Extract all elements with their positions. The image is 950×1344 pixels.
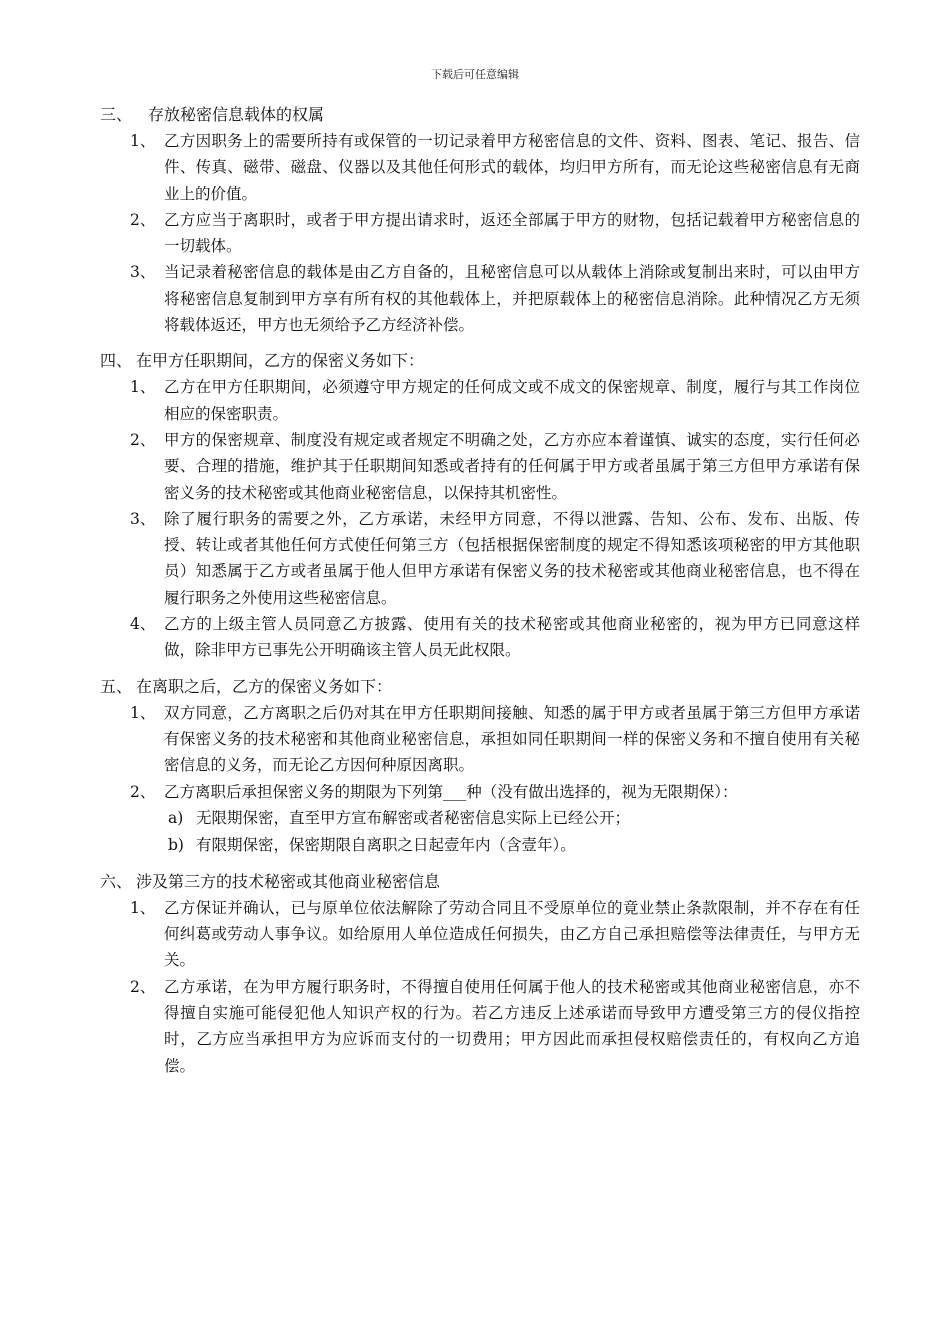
section-number: 三、 bbox=[100, 105, 133, 124]
sub-clause-text: 无限期保密，直至甲方宣布解密或者秘密信息实际上已经公开； bbox=[196, 808, 631, 827]
document-body bbox=[100, 102, 860, 1089]
section-heading bbox=[100, 674, 860, 700]
section-5 bbox=[100, 674, 860, 859]
clause-text: 除了履行职务的需要之外，乙方承诺，未经甲方同意，不得以泄露、告知、公布、发布、出版、传授、转让或者其他任何方式使任何第三方（包括根据保密制度的规定不得知悉该项秘密的甲方其他职员）知悉属于乙方或者虽属于他人但甲方承诺有保密义务的技术秘密或其他商业秘密信息，也不得在履行职务之外使用这些秘密信息。 bbox=[164, 509, 860, 607]
clause-text: 乙方因职务上的需要所持有或保管的一切记录着甲方秘密信息的文件、资料、图表、笔记、报告、信件、传真、磁带、磁盘、仪器以及其他任何形式的载体，均归甲方所有，而无论这些秘密信息有无商业上的价值。 bbox=[164, 132, 860, 203]
section-3 bbox=[100, 102, 860, 338]
clause-item bbox=[100, 259, 860, 338]
clause-number: 2、 bbox=[130, 782, 156, 801]
clause-number: 1、 bbox=[130, 703, 156, 722]
section-title: 存放秘密信息载体的权属 bbox=[148, 105, 325, 124]
clause-item bbox=[100, 974, 860, 1079]
clause-text: 乙方离职后承担保密义务的期限为下列第___种（没有做出选择的，视为无限期保）： bbox=[164, 782, 738, 801]
clause-item bbox=[100, 128, 860, 207]
clause-text: 乙方在甲方任职期间，必须遵守甲方规定的任何成文或不成文的保密规章、制度，履行与其工作岗位相应的保密职责。 bbox=[164, 378, 860, 423]
clause-text: 乙方应当于离职时，或者于甲方提出请求时，返还全部属于甲方的财物，包括记载着甲方秘密信息的一切载体。 bbox=[164, 210, 860, 256]
sub-clause-number: a) bbox=[168, 808, 184, 827]
clause-number: 1、 bbox=[130, 132, 156, 150]
clause-text: 乙方的上级主管人员同意乙方披露、使用有关的技术秘密或其他商业秘密的，视为甲方已同意这样做，除非甲方已事先公开明确该主管人员无此权限。 bbox=[164, 615, 860, 660]
clause-number: 3、 bbox=[130, 509, 156, 528]
section-number: 四、 bbox=[100, 351, 133, 371]
clause-item bbox=[100, 427, 860, 506]
clause-number: 2、 bbox=[130, 430, 156, 449]
clause-number: 2、 bbox=[130, 210, 156, 229]
clause-number: 1、 bbox=[130, 898, 156, 917]
sub-clause-text: 有限期保密，保密期限自离职之日起壹年内（含壹年）。 bbox=[196, 835, 576, 854]
section-heading bbox=[100, 348, 860, 374]
section-6 bbox=[100, 869, 860, 1079]
sub-clause-item bbox=[100, 805, 860, 832]
section-heading bbox=[100, 102, 860, 128]
clause-number: 2、 bbox=[130, 977, 156, 996]
clause-item bbox=[100, 506, 860, 611]
clause-text: 双方同意，乙方离职之后仍对其在甲方任职期间接触、知悉的属于甲方或者虽属于第三方但甲方承诺有保密义务的技术秘密和其他商业秘密信息，承担如同任职期间一样的保密义务和不擅自使用有关秘密信息的义务，而无论乙方因何种原因离职。 bbox=[164, 703, 860, 775]
clause-text: 甲方的保密规章、制度没有规定或者规定不明确之处，乙方亦应本着谨慎、诚实的态度，实行任何必要、合理的措施，维护其于任职期间知悉或者持有的任何属于甲方或者虽属于第三方但甲方承诺有保密义务的技术秘密或其他商业秘密信息，以保持其机密性。 bbox=[164, 430, 860, 502]
sub-clause-number: b) bbox=[168, 835, 184, 854]
clause-item bbox=[100, 374, 860, 427]
clause-item bbox=[100, 700, 860, 779]
section-title: 在离职之后，乙方的保密义务如下： bbox=[136, 676, 393, 696]
section-title: 在甲方任职期间，乙方的保密义务如下： bbox=[136, 351, 425, 371]
section-number: 六、 bbox=[100, 871, 133, 891]
page-header: 下载后可任意编辑 bbox=[431, 68, 519, 81]
clause-item bbox=[100, 779, 860, 805]
clause-text: 当记录着秘密信息的载体是由乙方自备的，且秘密信息可以从载体上消除或复制出来时，可以由甲方将秘密信息复制到甲方享有所有权的其他载体上，并把原载体上的秘密信息消除。此种情况乙方无须将载体返还，甲方也无须给予乙方经济补偿。 bbox=[164, 263, 860, 335]
clause-text: 乙方保证并确认，已与原单位依法解除了劳动合同且不受原单位的竟业禁止条款限制，并不存在有任何纠葛或劳动人事争议。如给原用人单位造成任何损失，由乙方自己承担赔偿等法律责任，与甲方无关。 bbox=[164, 898, 860, 970]
section-4 bbox=[100, 348, 860, 663]
clause-item bbox=[100, 611, 860, 664]
clause-item bbox=[100, 895, 860, 974]
clause-number: 4、 bbox=[130, 615, 156, 634]
section-number: 五、 bbox=[100, 676, 133, 696]
clause-number: 3、 bbox=[130, 263, 156, 282]
clause-item bbox=[100, 207, 860, 260]
clause-text: 乙方承诺，在为甲方履行职务时，不得擅自使用任何属于他人的技术秘密或其他商业秘密信息，亦不得擅自实施可能侵犯他人知识产权的行为。若乙方违反上述承诺而导致甲方遭受第三方的侵仪指控时，乙方应当承担甲方为应诉而支付的一切费用；甲方因此而承担侵权赔偿责任的，有权向乙方追偿。 bbox=[164, 977, 860, 1075]
section-heading bbox=[100, 869, 860, 895]
section-title: 涉及第三方的技术秘密或其他商业秘密信息 bbox=[136, 871, 441, 891]
clause-number: 1、 bbox=[130, 378, 156, 397]
sub-clause-item bbox=[100, 832, 860, 859]
